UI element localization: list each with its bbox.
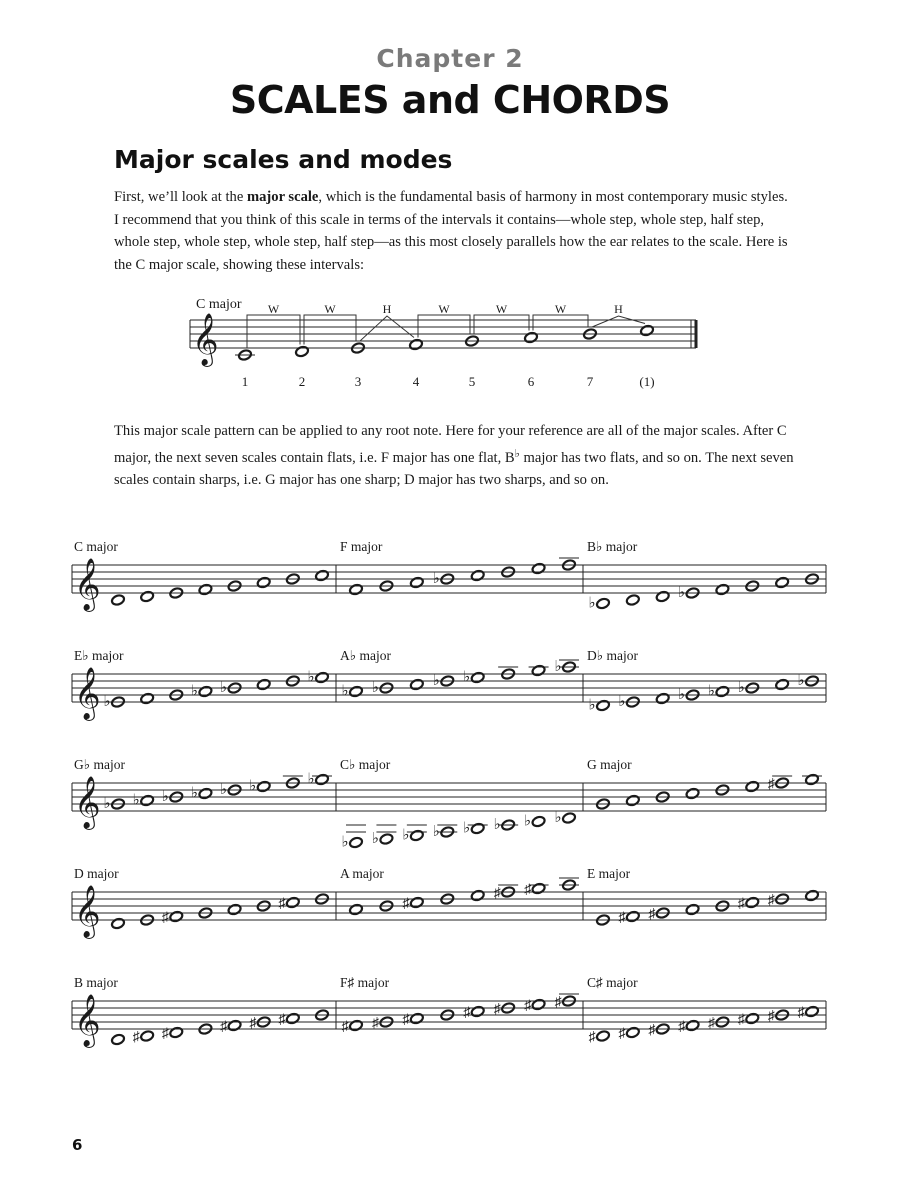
scale-label: G♭ major [74, 757, 125, 772]
scale-note [531, 562, 546, 574]
whole-step-bracket [533, 315, 588, 331]
flat-accidental: ♭ [554, 810, 562, 826]
scale-note [470, 1005, 485, 1017]
scale-note [685, 1019, 700, 1031]
sharp-accidental: ♯ [588, 1030, 596, 1045]
section-title: Major scales and modes [114, 145, 453, 174]
flat-accidental: ♭ [707, 683, 715, 700]
scale-label: C♭ major [340, 757, 391, 772]
flat-accidental: ♭ [103, 796, 111, 812]
sharp-accidental: ♯ [132, 1030, 140, 1045]
scale-note [775, 678, 790, 690]
flat-accidental: ♭ [307, 669, 315, 686]
scale-degree-label: 4 [412, 374, 420, 389]
flat-accidental: ♭ [103, 694, 111, 710]
scale-note [531, 815, 546, 827]
interval-label: W [554, 302, 567, 316]
flat-accidental: ♭ [554, 659, 562, 675]
scale-note [315, 773, 330, 785]
page-title: SCALES and CHORDS [229, 78, 671, 122]
scale-note [626, 910, 641, 922]
flat-accidental: ♭ [678, 585, 686, 601]
treble-clef-icon: 𝄞 [74, 995, 101, 1045]
flat-accidental: ♭ [493, 817, 501, 833]
scale-note [111, 594, 126, 606]
scale-label: A major [340, 866, 384, 881]
sharp-accidental: ♯ [618, 910, 626, 926]
flat-accidental: ♭ [588, 697, 596, 714]
scale-note [198, 685, 213, 697]
scale-note [198, 583, 213, 595]
scale-degree-label: 5 [468, 374, 476, 389]
scale-note [349, 583, 364, 595]
sharp-accidental: ♯ [797, 1005, 805, 1021]
scale-degree-label: (1) [639, 374, 655, 389]
flat-accidental: ♭ [307, 771, 315, 788]
page-number: 6 [72, 1136, 83, 1154]
interval-label: W [267, 302, 280, 316]
c-major-interval-example [150, 290, 750, 390]
scale-note [227, 1019, 242, 1031]
scale-note [745, 780, 760, 792]
scale-label: C♯ major [587, 975, 638, 990]
treble-clef-icon: 𝄞 [74, 668, 101, 718]
treble-clef-icon: 𝄞 [74, 559, 101, 609]
scale-label: B major [74, 975, 118, 990]
scale-label: F♯ major [340, 975, 390, 990]
flat-accidental: ♭ [588, 595, 596, 612]
scale-note [715, 685, 730, 697]
scale-note [349, 685, 364, 697]
sharp-accidental: ♯ [278, 1012, 286, 1028]
flat-accidental: ♭ [524, 813, 532, 830]
flat-accidental: ♭ [432, 824, 440, 840]
sharp-accidental: ♯ [161, 1026, 169, 1042]
whole-step-bracket [474, 315, 529, 334]
reference-paragraph [114, 420, 794, 492]
sharp-accidental: ♯ [402, 896, 410, 912]
scale-note [140, 794, 155, 806]
scale-note [775, 576, 790, 588]
scale-note [169, 1026, 184, 1038]
scale-note [315, 569, 330, 581]
intro-text-2: , which is the fundamental basis of harmony in most contemporary music styles. I recommend that you think of this scale in terms of the intervals it contains—whole step, whole step, half step, whole step, whole step, whole step, half step—as this most closely parallels how the ear relates to the scale. Here is the C major scale, showing these intervals: [114, 189, 788, 273]
scale-note [805, 1005, 820, 1017]
scale-note [655, 692, 670, 704]
flat-accidental: ♭ [341, 683, 349, 700]
sharp-accidental: ♯ [161, 910, 169, 926]
flat-accidental: ♭ [432, 571, 440, 587]
sharp-accidental: ♯ [278, 896, 286, 912]
intro-text-1: First, we’ll look at the [114, 189, 247, 205]
example-note [409, 338, 424, 350]
treble-clef-icon: 𝄞 [74, 886, 101, 936]
scale-degree-label: 2 [298, 374, 306, 389]
scale-label: D major [74, 866, 119, 881]
sharp-accidental: ♯ [249, 1016, 257, 1031]
flat-accidental: ♭ [132, 792, 140, 809]
scale-note [805, 773, 820, 785]
scale-note [596, 597, 611, 609]
scale-label: G major [587, 757, 632, 772]
reference-text-2: major has two flats, and so on. The next seven scales contain sharps, i.e. G major has one sharp; D major has two sharps, and so on. [114, 449, 794, 488]
sharp-accidental: ♯ [402, 1012, 410, 1028]
scale-note [349, 836, 364, 848]
scale-note [685, 903, 700, 915]
sharp-accidental: ♯ [220, 1019, 228, 1035]
scale-note [256, 678, 271, 690]
scale-note [349, 1019, 364, 1031]
scale-label: F major [340, 539, 383, 554]
flat-accidental: ♭ [432, 673, 440, 689]
interval-label: H [382, 302, 392, 316]
flat-accidental: ♭ [190, 785, 198, 802]
treble-clef-icon: 𝄞 [192, 314, 219, 364]
scale-note [140, 590, 155, 602]
scale-note [626, 1026, 641, 1038]
sharp-accidental: ♯ [463, 1005, 471, 1021]
reference-text-1: This major scale pattern can be applied to any root note. Here for your reference are all of the major scales. After C major, the next seven scales contain flats, i.e. F major has one flat, B [114, 423, 787, 466]
sharp-accidental: ♯ [493, 886, 501, 901]
scale-note [470, 671, 485, 683]
intro-paragraph [114, 186, 794, 276]
major-scale-term: major scale [246, 189, 319, 205]
sharp-accidental: ♯ [737, 896, 745, 912]
sharp-accidental: ♯ [737, 1012, 745, 1028]
whole-step-bracket [304, 315, 356, 345]
scale-note [531, 882, 546, 894]
scale-note [410, 829, 425, 841]
scale-note [470, 889, 485, 901]
scale-note [655, 590, 670, 602]
flat-sign: ♭ [514, 447, 520, 460]
scale-note [286, 1012, 301, 1024]
example-note [640, 324, 655, 336]
scale-note [715, 583, 730, 595]
scale-note [410, 896, 425, 908]
flat-accidental: ♭ [220, 782, 228, 798]
flat-accidental: ♭ [371, 831, 379, 847]
scale-degree-label: 1 [241, 374, 249, 389]
scale-note [111, 1033, 126, 1045]
flat-accidental: ♭ [463, 669, 471, 686]
scale-note [379, 833, 394, 845]
sharp-accidental: ♯ [648, 907, 656, 922]
scale-note [410, 576, 425, 588]
flat-accidental: ♭ [402, 827, 410, 844]
chapter-label: Chapter 2 [376, 44, 524, 73]
sharp-accidental: ♯ [767, 777, 775, 792]
flat-accidental: ♭ [249, 778, 257, 795]
scale-degree-label: 7 [586, 374, 594, 389]
half-step-wedge [592, 316, 645, 327]
scale-note [596, 1030, 611, 1042]
scale-label: B♭ major [587, 539, 638, 554]
scale-note [315, 671, 330, 683]
scale-note [169, 910, 184, 922]
sharp-accidental: ♯ [767, 1009, 775, 1024]
interval-label: W [438, 302, 450, 316]
example-note [524, 331, 539, 343]
flat-accidental: ♭ [371, 680, 379, 696]
interval-label: H [614, 302, 623, 316]
sharp-accidental: ♯ [554, 995, 562, 1010]
sharp-accidental: ♯ [618, 1026, 626, 1042]
sharp-accidental: ♯ [371, 1016, 379, 1031]
scale-label: A♭ major [340, 648, 391, 663]
scale-degree-label: 6 [527, 374, 535, 389]
sharp-accidental: ♯ [341, 1019, 349, 1035]
sharp-accidental: ♯ [707, 1016, 715, 1031]
major-scales-reference [0, 515, 900, 1075]
scale-note [256, 780, 271, 792]
flat-accidental: ♭ [463, 820, 471, 837]
scale-label: E major [587, 866, 631, 881]
interval-label: W [495, 302, 508, 316]
scale-note [562, 812, 577, 824]
scale-note [349, 903, 364, 915]
flat-accidental: ♭ [737, 680, 745, 696]
scale-note [470, 822, 485, 834]
scale-note [410, 1012, 425, 1024]
scale-note [596, 699, 611, 711]
sharp-accidental: ♯ [524, 882, 532, 898]
scale-label: C major [74, 539, 118, 554]
interval-label: W [324, 302, 336, 316]
example-label: C major [196, 297, 242, 312]
scale-note [626, 794, 641, 806]
scale-note [286, 896, 301, 908]
flat-accidental: ♭ [797, 673, 805, 689]
scale-label: D♭ major [587, 648, 638, 663]
sharp-accidental: ♯ [648, 1023, 656, 1038]
sharp-accidental: ♯ [493, 1002, 501, 1017]
flat-accidental: ♭ [190, 683, 198, 700]
example-note [295, 345, 310, 357]
flat-accidental: ♭ [161, 789, 169, 805]
scale-note [745, 1012, 760, 1024]
scale-note [531, 998, 546, 1010]
scale-note [140, 692, 155, 704]
scale-note [198, 787, 213, 799]
scale-note [410, 678, 425, 690]
scale-note [685, 787, 700, 799]
flat-accidental: ♭ [678, 687, 686, 703]
scale-note [531, 664, 546, 676]
sharp-accidental: ♯ [524, 998, 532, 1014]
scale-degree-label: 3 [354, 374, 362, 389]
flat-accidental: ♭ [341, 834, 349, 851]
scale-label: E♭ major [74, 648, 124, 663]
scale-note [745, 896, 760, 908]
flat-accidental: ♭ [618, 694, 626, 710]
sharp-accidental: ♯ [767, 893, 775, 908]
scale-note [626, 594, 641, 606]
scale-note [140, 1030, 155, 1042]
sharp-accidental: ♯ [678, 1019, 686, 1035]
scale-note [256, 576, 271, 588]
scale-note [227, 903, 242, 915]
scale-note [805, 889, 820, 901]
treble-clef-icon: 𝄞 [74, 777, 101, 827]
scale-note [470, 569, 485, 581]
scale-note [111, 917, 126, 929]
flat-accidental: ♭ [220, 680, 228, 696]
